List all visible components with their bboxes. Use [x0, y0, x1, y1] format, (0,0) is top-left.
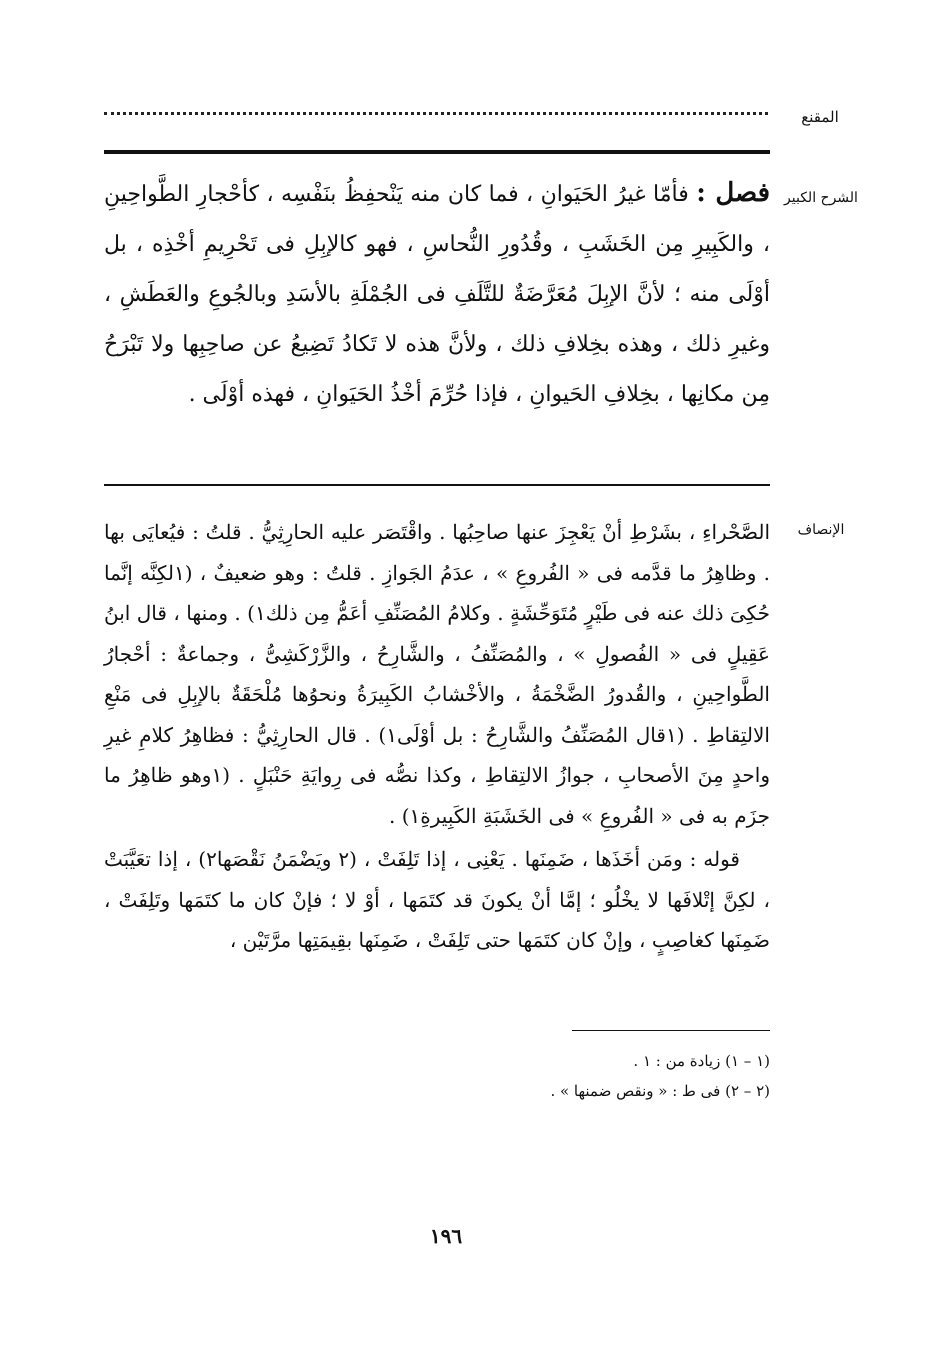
header-dotted-rule — [104, 112, 768, 115]
sharh-paragraph: فأمّا غيرُ الحَيَوانِ ، فما كان منه يَنْحفِظُ بنَفْسِه ، كأحْجارِ الطَّواحِينِ ، والكَبِيرِ مِن الخَشَبِ ، وقُدُورِ النُّحاسِ ، فهو كالإبِلِ فى تَحْرِيمِ أخْذِه ، بل أوْلَى منه ؛ لأنَّ الإبِلَ مُعَرَّضَةٌ للتَّلَفِ فى الجُمْلَةِ بالأسَدِ وبالجُوعِ والعَطَشِ ، وغيرِ ذلك ، وهذه بخِلافِ ذلك ، ولأنَّ هذه لا تَكادُ تَضِيعُ عن صاحِبِها ولا تَبْرَحُ مِن مكانِها ، بخِلافِ الحَيوانِ ، فإذا حُرِّمَ أخْذُ الحَيَوانِ ، فهذه أوْلَى . — [104, 182, 770, 407]
footnotes — [300, 1046, 770, 1106]
page-number: ١٩٦ — [429, 1224, 463, 1248]
side-label-sharh: الشرح الكبير — [784, 190, 858, 206]
insaf-text-block — [104, 512, 770, 961]
section-heading: فصل : — [696, 178, 771, 208]
section-divider — [104, 484, 770, 486]
side-label-insaf: الإنصاف — [797, 522, 845, 538]
insaf-paragraph: الصَّحْراءِ ، بشَرْطِ أنْ يَعْجِزَ عنها صاحِبُها . واقْتَصَر عليه الحارِثِيُّ . قلتُ : فيُعايَى بها . وظاهِرُ ما قدَّمه فى « الفُروعِ » ، عدَمُ الجَوازِ . قلتُ : وهو ضعيفٌ ، (١لكِنَّه إنَّما حُكِىَ ذلك عنه فى طَيْرٍ مُتَوَحِّشَةٍ . وكلامُ المُصَنِّفِ أعَمُّ مِن ذلك١) . ومنها ، قال ابنُ عَقِيلٍ فى « الفُصولِ » ، والمُصَنِّفُ ، والشَّارِحُ ، والزَّرْكَشِىُّ ، وجماعةٌ : أحْجارُ الطَّواحِينِ ، والقُدورُ الضَّخْمَةُ ، والأخْشابُ الكَبِيرَةُ ونحوُها مُلْحَقَةٌ بالإبِلِ فى مَنْعِ الالتِقاطِ . (١قال المُصَنِّفُ والشَّارِحُ : بل أوْلَى١) . قال الحارِثِيُّ : فظاهِرُ كلامِ غيرِ واحدٍ مِنَ الأصحابِ ، جوازُ الالتِقاطِ ، وكذا نصُّه فى رِوايَةِ حَنْبَلٍ . (١وهو ظاهِرُ ما جزَم به فى « الفُروعِ » فى الخَشَبَةِ الكَبِيرةِ١) . — [104, 520, 771, 828]
footnote-separator — [572, 1030, 770, 1031]
footnote-item: (١ – ١) زيادة من : ١ . — [633, 1052, 770, 1070]
running-header-title: المقنع — [801, 108, 839, 126]
sharh-text-block — [104, 168, 770, 420]
insaf-paragraph: قوله : ومَن أخَذَها ، ضَمِنَها . يَعْنِى ، إذا تَلِفَتْ ، (٢ ويَضْمَنُ نَقْصَها٢) ، إذا تعَيَّبَتْ ، لكِنَّ إتْلافَها لا يخْلُو ؛ إمَّا أنْ يكونَ قد كتَمَها ، أوْ لا ؛ فإنْ كان ما كتَمَها وتَلِفَتْ ، ضَمِنَها كغاصِبٍ ، وإنْ كان كتَمَها حتى تَلِفَتْ ، ضَمِنَها بقِيمَتِها مرَّتَيْن ، — [104, 847, 770, 952]
header-divider — [104, 150, 770, 154]
footnote-item: (٢ – ٢) فى ط : « ونقص ضمنها » . — [550, 1082, 770, 1100]
